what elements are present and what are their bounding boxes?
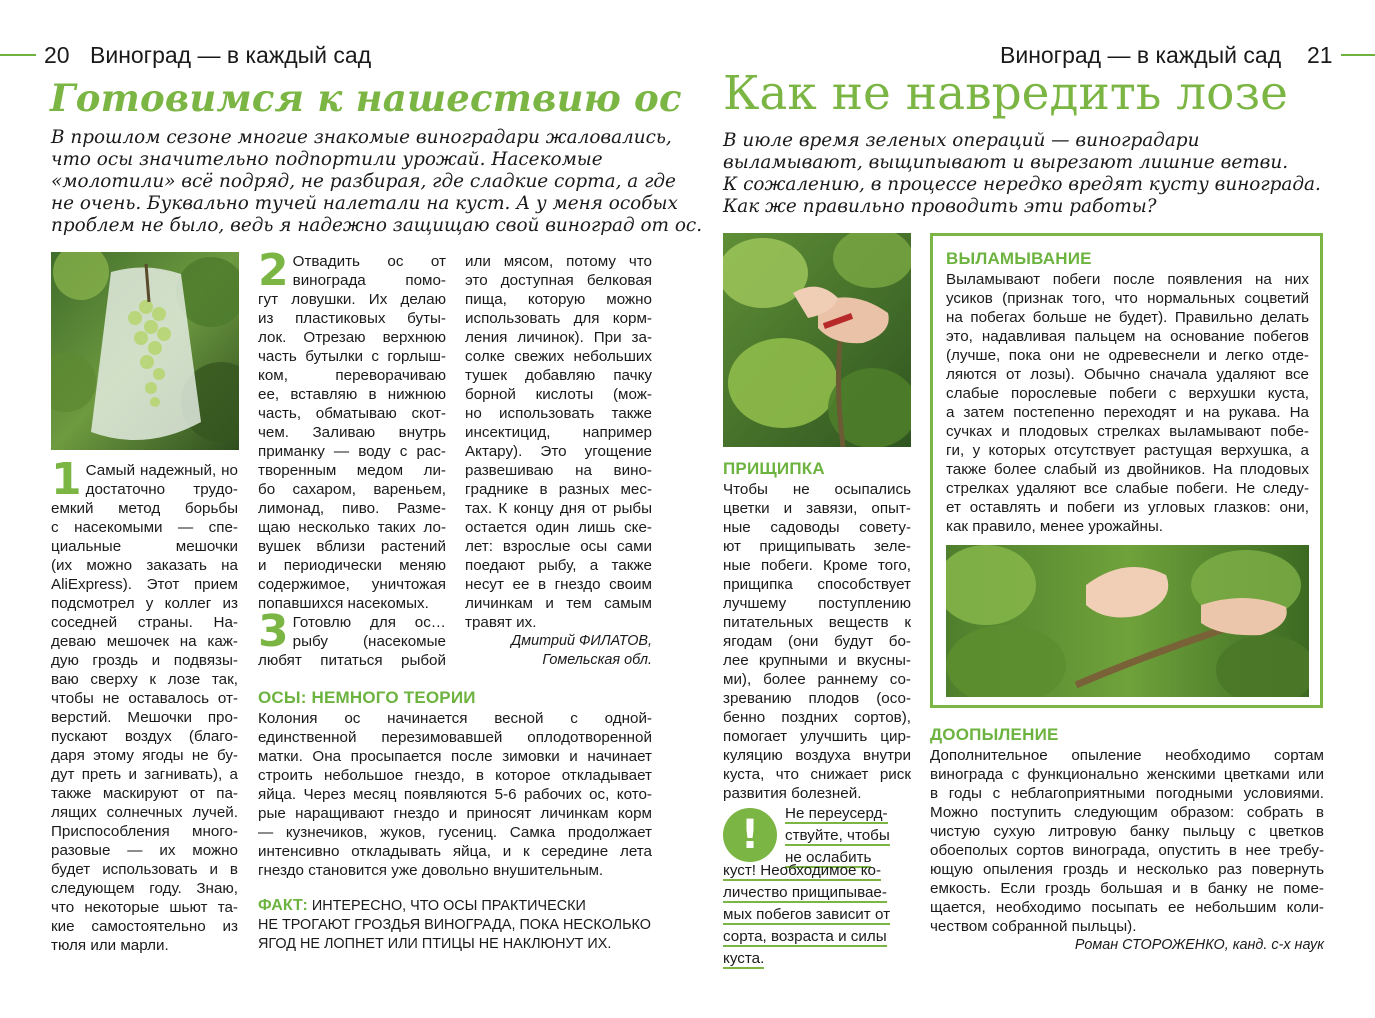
text-line: это, надавливая пальцем на основание побегов	[946, 328, 1309, 345]
lead-line: выламывают, выщипывают и вырезают лишние ветви.	[723, 152, 1289, 173]
text-line: слабые порослевые побеги с верхушки куста,	[946, 385, 1309, 402]
text-line: пища, которую можно	[465, 291, 652, 308]
text-line: даря этому ягоды не бу-	[51, 747, 238, 764]
text-line: из пластиковых буты-	[258, 310, 446, 327]
pollination-section	[930, 724, 1324, 955]
text-line: солке свежих небольших	[465, 348, 652, 365]
text-line: в годы с неблагоприятными погодными условиями.	[930, 785, 1324, 802]
warning-line: мых побегов зависит от	[723, 906, 891, 923]
text-line: верстий. Мешочки про-	[51, 709, 238, 726]
text-line: Готовлю для ос…	[292, 614, 446, 631]
text-line: деваю мешочек на каж-	[51, 633, 238, 650]
breaking-heading: ВЫЛАМЫВАНИЕ	[946, 249, 1092, 268]
text-line: развешиваю на вино-	[465, 462, 652, 479]
text-line: тах. К концу дня от рыбы	[465, 500, 652, 517]
text-line: интенсивно откладывать яйца, и к середине лета	[258, 843, 652, 860]
text-line: ягодам (они будут бо-	[723, 633, 911, 650]
left-header-rule	[0, 54, 36, 56]
step-number-3: 3	[258, 606, 289, 657]
text-line: соседней страны. На-	[51, 614, 238, 631]
theory-heading: ОСЫ: НЕМНОГО ТЕОРИИ	[258, 688, 476, 707]
right-article-title: Как не навредить лозе	[723, 66, 1288, 121]
warning-icon: !	[723, 808, 777, 862]
text-line: на побегах больше не будет). Правильно делать	[946, 309, 1309, 326]
text-line: дую гроздь и подвязы-	[51, 652, 238, 669]
text-line: достаточно трудо-	[85, 481, 238, 498]
photo-breaking	[946, 545, 1309, 697]
text-line: чтобы не оставалось от-	[51, 690, 238, 707]
warning-line: сорта, возраста и силы	[723, 928, 887, 945]
text-line: рые наращивают гнездо и приносят личинкам корм	[258, 805, 652, 822]
text-line: граднике в разных мес-	[465, 481, 652, 498]
text-line: также более слабый из двойников. На плодовых	[946, 461, 1309, 478]
text-line: циальные мешочки	[51, 538, 238, 555]
text-line: лет: взрослые осы сами	[465, 538, 652, 555]
text-line: Отвадить ос от	[292, 253, 446, 270]
text-line: (лучше, пока они не одревеснели и легко отде-	[946, 347, 1309, 364]
text-line: щаю несколько таких ло-	[258, 519, 446, 536]
text-line: приманку — воду с рас-	[258, 443, 446, 460]
photo-pinching	[723, 233, 911, 447]
fact-text: ИНТЕРЕСНО, ЧТО ОСЫ ПРАКТИЧЕСКИ	[307, 898, 586, 914]
pollination-signature: Роман СТОРОЖЕНКО, канд. с-х наук	[1074, 937, 1324, 953]
text-line: ком, переворачиваю	[258, 367, 446, 384]
right-header-rule	[1341, 54, 1375, 56]
text-line: ет оставлять и побеги из угловых глазков: они,	[946, 499, 1309, 516]
warning-line: личество прищипывае-	[723, 884, 887, 901]
text-line: сучках и плодовых стрелках выламывают побе-	[946, 423, 1309, 440]
lead-line: «молотили» всё подряд, не разбирая, где сладкие сорта, а где	[51, 171, 676, 192]
text-line: ми), более раннему со-	[723, 671, 911, 688]
text-line: Колония ос начинается весной с одной-	[258, 710, 652, 727]
text-line: чем. Заливаю внутрь	[258, 424, 446, 441]
pollination-heading: ДООПЫЛЕНИЕ	[930, 725, 1059, 744]
signature-author: Дмитрий ФИЛАТОВ,	[511, 633, 652, 649]
warning-line: ствуйте, чтобы	[785, 827, 890, 844]
lead-line: К сожалению, в процессе нередко вредят кусту винограда.	[723, 174, 1321, 195]
warning-line: куст! Необходимое ко-	[723, 862, 882, 879]
text-line: ги, у которых отсутствует растущая верхушка, а	[946, 442, 1309, 459]
fact-note	[258, 896, 658, 954]
warning-line: куста.	[723, 950, 765, 967]
text-line: подсмотрел у коллег из	[51, 595, 238, 612]
fact-line: НЕ ТРОГАЮТ ГРОЗДЬЯ ВИНОГРАДА, ПОКА НЕСКОЛЬКО	[258, 917, 651, 933]
text-line: бенно поздних сортов),	[723, 709, 911, 726]
text-line: куляцию воздуха внутри	[723, 747, 911, 764]
text-line: гут ловушки. Их делаю	[258, 291, 446, 308]
text-line: будет использовать и в	[51, 861, 238, 878]
text-line: несут ее в гнездо своим	[465, 576, 652, 593]
text-line: питательных веществ к	[723, 614, 911, 631]
text-line: цветки и завязи, опыт-	[723, 500, 911, 517]
warning-line: не ослабить	[785, 849, 872, 866]
text-line: бо сахаром, вареньем,	[258, 481, 446, 498]
text-line: использовать для корм-	[465, 310, 652, 327]
mesh-bag-image	[51, 252, 239, 450]
text-line: Чтобы не осыпались	[723, 481, 911, 498]
breaking-section	[946, 248, 1309, 536]
step-number-2: 2	[258, 245, 289, 296]
text-line: рыбу (насекомые	[292, 633, 446, 650]
pinching-heading: ПРИЩИПКА	[723, 459, 825, 478]
text-line: винограда помо-	[292, 272, 446, 289]
right-running-head: Виноград — в каждый сад	[1000, 42, 1282, 68]
text-line: также маскируют от па-	[51, 785, 238, 802]
text-line: единственной перезимовавшей оплодотворенной	[258, 729, 652, 746]
text-line: дут преть и загнивать), а	[51, 766, 238, 783]
text-line: а затем постепенно переходят и на рукава. На	[946, 404, 1309, 421]
text-line: лучшему поступлению	[723, 595, 911, 612]
left-lead	[51, 127, 702, 237]
left-column-2	[258, 245, 446, 670]
text-line: развития болезней.	[723, 785, 862, 802]
fact-label: ФАКТ:	[258, 897, 308, 914]
text-line: чистую сухую литровую банку пыльцу с цветков	[930, 823, 1324, 840]
text-line: ют прищипывать зеле-	[723, 538, 911, 555]
lead-line: не очень. Буквально тучей налетали на куст. А у меня особых	[51, 193, 678, 214]
text-line: винограда с функционально женскими цветками или	[930, 766, 1324, 783]
text-line: кие самостоятельно из	[51, 918, 238, 935]
text-line: усиков (признак того, что нормальных соцветий	[946, 290, 1309, 307]
text-line: ляются от лозы). Обычно сначала удаляют все	[946, 366, 1309, 383]
text-line: что некоторые шьют та-	[51, 899, 238, 916]
text-line: это доступная белковая	[465, 272, 652, 289]
text-line: матки. Она просыпается после зимовки и начинает	[258, 748, 652, 765]
left-page-number: 20	[44, 42, 70, 68]
text-line: борной кислоты (мож-	[465, 386, 652, 403]
text-line: часть, обматываю скот-	[258, 405, 446, 422]
text-line: чеством собранной пыльцы).	[930, 918, 1137, 935]
text-line: — кузнечиков, жуков, гусениц. Самка продолжает	[258, 824, 652, 841]
text-line: или мясом, потому что	[465, 253, 652, 270]
step-number-1: 1	[51, 454, 82, 505]
text-line: емкий метод борьбы	[51, 500, 238, 517]
pinching-section	[723, 458, 911, 803]
text-line: но использовать также	[465, 405, 652, 422]
lead-line: что осы значительно подпортили урожай. Насекомые	[51, 149, 603, 170]
left-article-title: Готовимся к нашествию ос	[50, 76, 682, 120]
text-line: AliExpress). Этот прием	[51, 576, 238, 593]
text-line: вушек вблизи растений	[258, 538, 446, 555]
lead-line: В июле время зеленых операций — виноградари	[723, 130, 1200, 151]
text-line: гнездо становится уже довольно внушительным.	[258, 862, 604, 879]
text-line: стрелках удаляют все слабые побеги. Не следу-	[946, 480, 1309, 497]
breaking-image	[946, 545, 1309, 697]
pinching-image	[723, 233, 911, 447]
text-line: зреванию плодов (осо-	[723, 690, 911, 707]
lead-line: проблем не было, ведь я надежно защищаю свой виноград от ос.	[51, 215, 703, 236]
text-line: творенным медом ли-	[258, 462, 446, 479]
text-line: лее крупными и вкусны-	[723, 652, 911, 669]
theory-section	[258, 687, 652, 880]
lead-line: В прошлом сезоне многие знакомые виноградари жаловались,	[51, 127, 672, 148]
text-line: щается, необходимо посыпать ее небольшим коли-	[930, 899, 1324, 916]
text-line: Самый надежный, но	[85, 462, 238, 479]
left-column-3	[465, 252, 652, 670]
text-line: ющую опыления гроздь и несколько раз повернуть	[930, 861, 1324, 878]
warning-note-continued	[723, 861, 911, 971]
text-line: Выламывают побеги после появления на них	[946, 271, 1309, 288]
text-line: следующем году. Знаю,	[51, 880, 238, 897]
lead-line: Как же правильно проводить эти работы?	[723, 196, 1157, 217]
text-line: попавшихся насекомых.	[258, 595, 429, 612]
text-line: куста, что снижает риск	[723, 766, 911, 783]
text-line: содержимое, уничтожая	[258, 576, 446, 593]
text-line: ные садоводы совету-	[723, 519, 911, 536]
warning-line: Не переусерд-	[785, 805, 888, 822]
text-line: помогает улучшить цир-	[723, 728, 911, 745]
text-line: яйца. Через месяц появляются 5-6 рабочих ос, кото-	[258, 786, 652, 803]
text-line: часть бутылки с горлыш-	[258, 348, 446, 365]
text-line: лок. Отрезаю верхнюю	[258, 329, 446, 346]
text-line: любят питаться рыбой	[258, 652, 446, 669]
text-line: емкость. Если гроздь большая и в банку не поме-	[930, 880, 1324, 897]
text-line: личинкам и тем самым	[465, 595, 652, 612]
text-line: прищипка способствует	[723, 576, 911, 593]
text-line: ные побеги. Кроме того,	[723, 557, 911, 574]
text-line: тушек добавляю пачку	[465, 367, 652, 384]
signature-region: Гомельская обл.	[542, 652, 652, 668]
text-line: Дополнительное опыление необходимо сортам	[930, 747, 1324, 764]
right-lead	[723, 130, 1321, 218]
text-line: строить небольшое гнездо, в которое откладывает	[258, 767, 652, 784]
text-line: инсектицид, например	[465, 424, 652, 441]
right-page-number: 21	[1307, 42, 1333, 68]
text-line: Приспособления много-	[51, 823, 238, 840]
text-line: пускают воздух (благо-	[51, 728, 238, 745]
text-line: ления личинок). При за-	[465, 329, 652, 346]
text-line: лимонад, пиво. Разме-	[258, 500, 446, 517]
text-line: тюля или марли.	[51, 937, 169, 954]
fact-line: ЯГОД НЕ ЛОПНЕТ ИЛИ ПТИЦЫ НЕ НАКЛЮНУТ ИХ.	[258, 936, 612, 952]
text-line: лящих солнечных лучей.	[51, 804, 238, 821]
text-line: и периодически меняю	[258, 557, 446, 574]
text-line: (их можно заказать на	[51, 557, 238, 574]
text-line: ваю сверху к лозе так,	[51, 671, 238, 688]
text-line: с насекомыми — спе-	[51, 519, 238, 536]
text-line: как правило, менее урожайны.	[946, 518, 1164, 535]
text-line: Актару). Это угощение	[465, 443, 652, 460]
text-line: поедают рыбу, а также	[465, 557, 652, 574]
left-column-1	[51, 454, 238, 955]
text-line: травят их.	[465, 614, 537, 631]
left-running-head: Виноград — в каждый сад	[90, 42, 372, 68]
text-line: обоеполых сортов винограда, опустить в нее требу-	[930, 842, 1324, 859]
photo-mesh-bag	[51, 252, 239, 450]
text-line: ее, вставляю в нижнюю	[258, 386, 446, 403]
text-line: разовые — их можно	[51, 842, 238, 859]
text-line: остается один лишь ске-	[465, 519, 652, 536]
text-line: Можно поступить следующим образом: собрать в	[930, 804, 1324, 821]
